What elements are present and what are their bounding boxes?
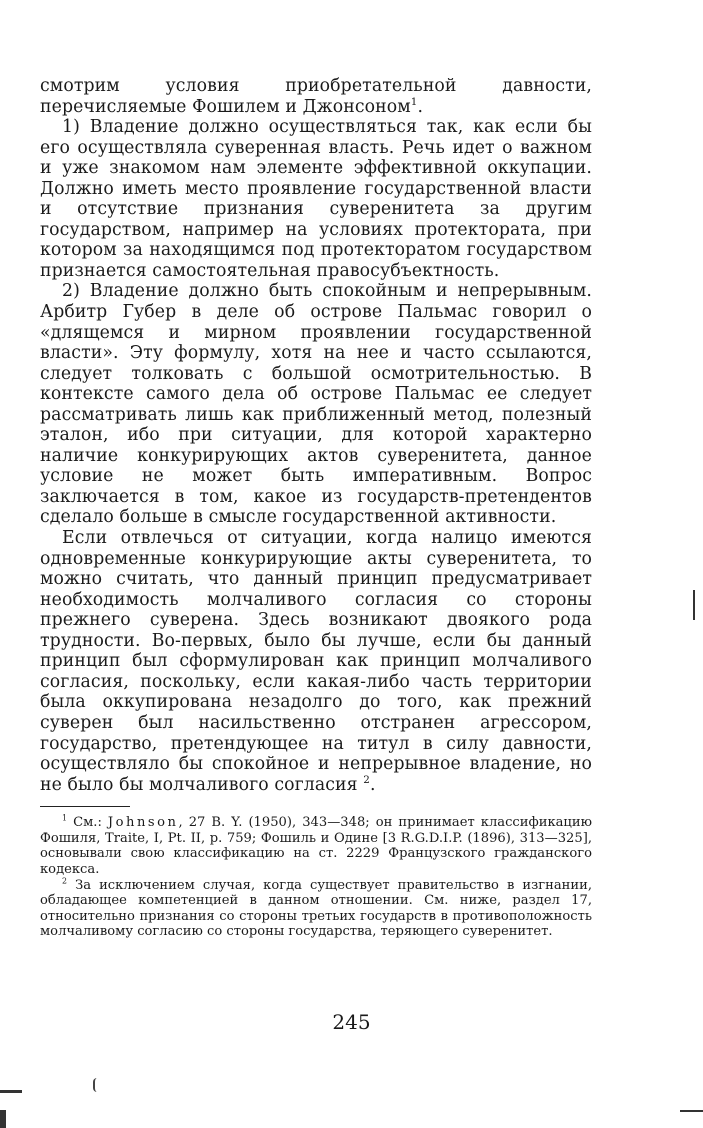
main-text: [40, 76, 592, 795]
footnote-ref-1: 1: [410, 95, 418, 108]
footnote-2: [40, 878, 592, 940]
paragraph-tacit-consent: [40, 528, 592, 795]
scan-artifact: [693, 590, 695, 620]
scan-artifact: [0, 1110, 6, 1128]
footnote-1-mark: 1: [62, 813, 68, 823]
scan-artifact: [680, 1110, 703, 1112]
scan-artifact: [0, 1090, 22, 1093]
footnote-ref-2: 2: [363, 773, 370, 786]
footnote-2-mark: 2: [62, 876, 68, 886]
footnote-1: [40, 815, 592, 877]
footnote-1-text: , 27 B. Y. (1950), 343—348; он принимает классификацию Фошиля, Traite, I, Pt. II, p. 759; Фошиль и Одине [3 R.G.D.I.P. (1896), 313—325], основывали свою классификацию на ст. 2229 Французского гражданского кодекса.: [40, 815, 592, 877]
paragraph-3-end: .: [369, 774, 376, 795]
footnote-1-author: Johnson: [107, 815, 179, 831]
page-content: [40, 76, 592, 940]
scan-artifact: [93, 1078, 101, 1092]
paragraph-0-text: смотрим условия приобретательной давности, перечисляемые Фошилем и Джонсоном: [40, 76, 592, 117]
footnote-divider: [40, 806, 130, 807]
page-number: 245: [332, 1010, 371, 1034]
paragraph-continuation: смотрим условия приобретательной давности, перечисляемые Фошилем и Джонсоном$^1$.: [40, 76, 592, 117]
paragraph-condition-2: 2) Владение должно быть спокойным и непрерывным. Арбитр Губер в деле об острове Пальмас говорил о «длящемся и мирном проявлении государственной власти». Эту формулу, хотя на нее и часто ссылаются, следует толковать с большой осмотрительностью. В контексте самого дела об острове Пальмас ее следует рассматривать лишь как приближенный метод, полезный эталон, ибо при ситуации, для которой характерно наличие конкурирующих актов суверенитета, данное условие не может быть императивным. Вопрос заключается в том, какое из государств-претендентов сделало больше в смысле государственной активности.: [40, 281, 592, 528]
footnote-2-text: За исключением случая, когда существует правительство в изгнании, обладающее компетенцией в данном отношении. См. ниже, раздел 17, относительно признания со стороны третьих государств в противоположность молчаливому согласию со стороны государства, теряющего суверенитет.: [40, 877, 592, 940]
footnotes: [40, 815, 592, 940]
paragraph-condition-1: 1) Владение должно осуществляться так, как если бы его осуществляла суверенная власть. Речь идет о важном и уже знакомом нам элементе эффективной оккупации. Должно иметь место проявление государственной власти и отсутствие признания суверенитета за другим государством, например на условиях протектората, при котором за находящимся под протекторатом государством признается самостоятельная правосубъектность.: [40, 117, 592, 281]
paragraph-3-text: Если отвлечься от ситуации, когда налицо имеются одновременные конкурирующие акты суверенитета, то можно считать, что данный принцип предусматривает необходимость молчаливого согласия со стороны прежнего суверена. Здесь возникают двоякого рода трудности. Во-первых, было бы лучше, если бы данный принцип был сформулирован как принцип молчаливого согласия, поскольку, если какая-либо часть территории была оккупирована незадолго до того, как прежний суверен был насильственно отстранен агрессором, государство, претендующее на титул в силу давности, осуществляло бы спокойное и непрерывное владение, но не было бы молчаливого согласия: [40, 528, 592, 795]
footnote-1-prefix: См.:: [73, 815, 108, 831]
